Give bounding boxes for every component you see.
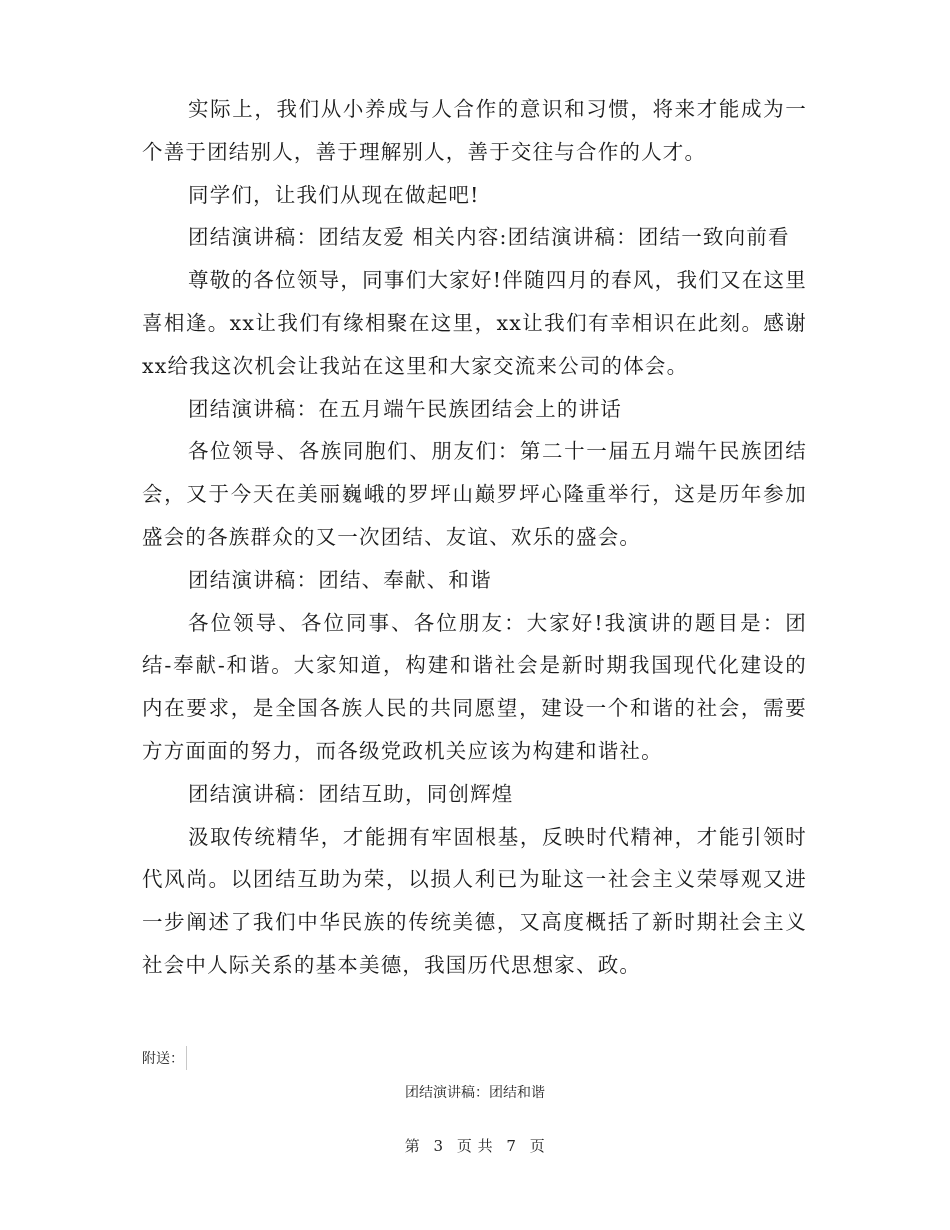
section-heading: 团结演讲稿：团结互助，同创辉煌 <box>188 781 514 806</box>
paragraph: 实际上，我们从小养成与人合作的意识和习惯，将来才能成为一个善于团结别人，善于理解别人，善于交往与合作的人才。 <box>142 97 807 164</box>
footer-suffix: 页 <box>529 1137 546 1155</box>
attachment-title: 团结演讲稿：团结和谐 <box>405 1085 545 1101</box>
text-cursor-divider <box>186 1046 187 1070</box>
paragraph: 同学们，让我们从现在做起吧! <box>188 182 480 207</box>
paragraph: 汲取传统精华，才能拥有牢固根基，反映时代精神，才能引领时代风尚。以团结互助为荣，以损人利已为耻这一社会主义荣辱观又进一步阐述了我们中华民族的传统美德，又高度概括了新时期社会主义社会中人际关系的基本美德，我国历代思想家、政。 <box>142 824 807 977</box>
attachment-label-text: 附送： <box>142 1051 184 1067</box>
section-heading: 团结演讲稿：团结友爱 相关内容:团结演讲稿：团结一致向前看 <box>188 225 790 250</box>
current-page-number: 3 <box>433 1137 444 1155</box>
section-heading: 团结演讲稿：在五月端午民族团结会上的讲话 <box>188 396 622 421</box>
page-number-footer <box>0 1135 950 1156</box>
section-heading: 团结演讲稿：团结、奉献、和谐 <box>188 567 492 592</box>
paragraph: 各位领导、各族同胞们、朋友们：第二十一届五月端午民族团结会，又于今天在美丽巍峨的罗坪山巅罗坪心隆重举行，这是历年参加盛会的各族群众的又一次团结、友谊、欢乐的盛会。 <box>142 439 807 549</box>
paragraph: 各位领导、各位同事、各位朋友：大家好!我演讲的题目是：团结-奉献-和谐。大家知道，构建和谐社会是新时期我国现代化建设的内在要求，是全国各族人民的共同愿望，建设一个和谐的社会，需要方方面面的努力，而各级党政机关应该为构建和谐社。 <box>142 610 807 763</box>
attachment-label <box>142 1046 187 1070</box>
total-page-number: 7 <box>506 1137 517 1155</box>
paragraph: 尊敬的各位领导，同事们大家好!伴随四月的春风，我们又在这里喜相逢。xx让我们有缘相聚在这里，xx让我们有幸相识在此刻。感谢xx给我这次机会让我站在这里和大家交流来公司的体会。 <box>142 268 807 378</box>
footer-middle: 页 共 <box>456 1137 494 1155</box>
document-body <box>142 88 807 987</box>
footer-prefix: 第 <box>404 1137 421 1155</box>
